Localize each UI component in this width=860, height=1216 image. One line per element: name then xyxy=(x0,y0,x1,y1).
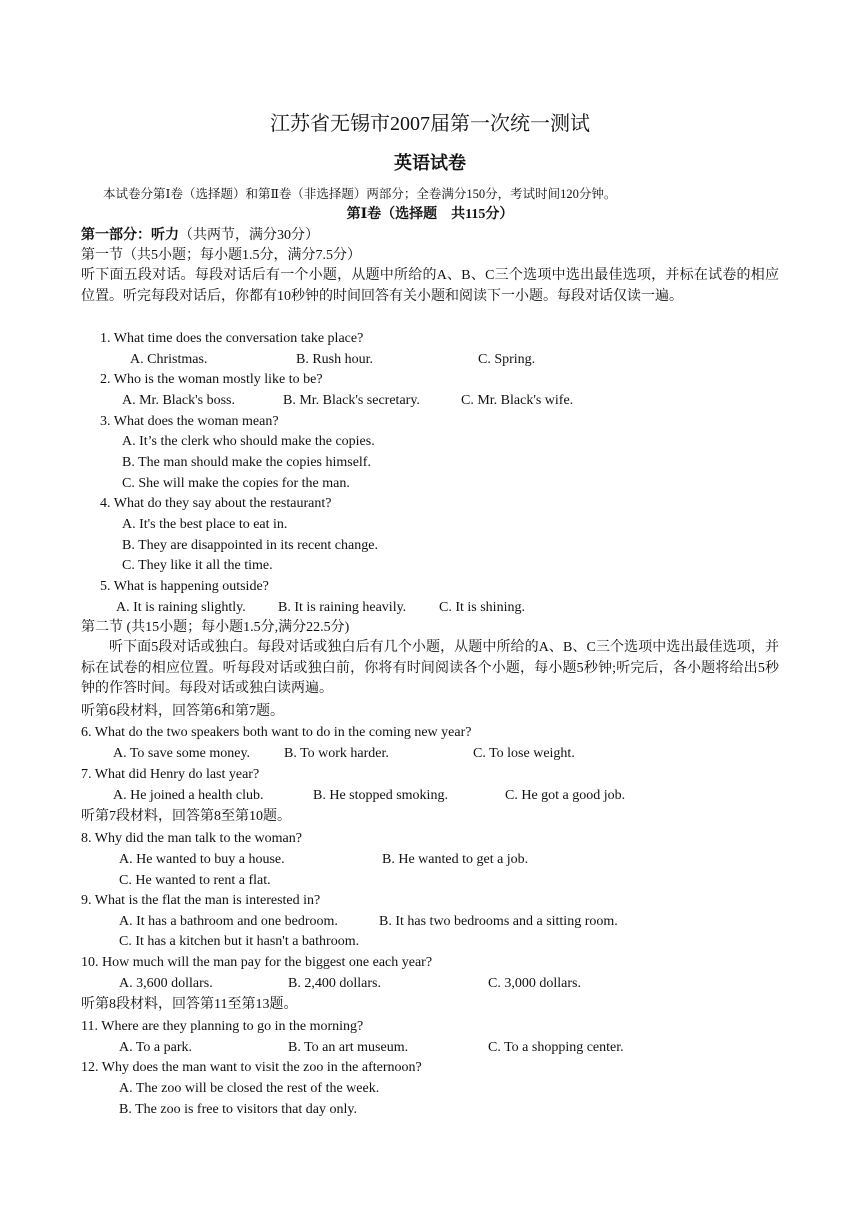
section1-instructions: 听下面五段对话。每段对话后有一个小题，从题中所给的A、B、C三个选项中选出最佳选项，并标在试卷的相应位置。听完每段对话后，你都有10秒钟的时间回答有关小题和阅读下一小题。每段对话仅读一遍。 xyxy=(81,268,779,304)
part1-heading xyxy=(81,228,319,245)
q3-stem: 3. What does the woman mean? xyxy=(100,414,279,429)
q10-stem: 10. How much will the man pay for the biggest one each year? xyxy=(81,955,433,970)
q11-option-b: B. To an art museum. xyxy=(288,1040,409,1055)
q5-stem: 5. What is happening outside? xyxy=(100,579,269,594)
q4-stem: 4. What do they say about the restaurant? xyxy=(100,496,332,511)
q7-option-c: C. He got a good job. xyxy=(505,788,626,803)
q8-option-b: B. He wanted to get a job. xyxy=(382,852,529,867)
q3-option-a: A. It’s the clerk who should make the copies. xyxy=(122,434,375,449)
q1-option-b: B. Rush hour. xyxy=(296,352,374,367)
q4-option-b: B. They are disappointed in its recent change. xyxy=(122,538,378,553)
exam-title: 江苏省无锡市2007届第一次统一测试 xyxy=(270,113,590,135)
material7-label: 听第7段材料，回答第8至第10题。 xyxy=(81,809,291,824)
q7-stem: 7. What did Henry do last year? xyxy=(81,767,260,782)
volume1-heading: 第Ⅰ卷（选择题 共115分） xyxy=(346,207,514,222)
section2-instructions: 听下面5段对话或独白。每段对话或独白后有几个小题，从题中所给的A、B、C三个选项中选出最佳选项，并标在试卷的相应位置。听每段对话或独白前，你将有时间阅读各个小题，每小题5秒钟;听完后，各小题将给出5秒钟的作答时间。每段对话或独白读两遍。 xyxy=(81,640,779,697)
q2-stem: 2. Who is the woman mostly like to be? xyxy=(100,372,323,387)
material6-label: 听第6段材料，回答第6和第7题。 xyxy=(81,704,284,719)
q8-option-c: C. He wanted to rent a flat. xyxy=(119,873,271,888)
q10-option-c: C. 3,000 dollars. xyxy=(488,976,581,991)
q12-option-a: A. The zoo will be closed the rest of the week. xyxy=(119,1081,380,1096)
q6-option-c: C. To lose weight. xyxy=(473,746,575,761)
q7-option-b: B. He stopped smoking. xyxy=(313,788,448,803)
q12-stem: 12. Why does the man want to visit the zoo in the afternoon? xyxy=(81,1060,422,1075)
q8-option-a: A. He wanted to buy a house. xyxy=(119,852,285,867)
q2-option-a: A. Mr. Black's boss. xyxy=(122,393,235,408)
q5-option-a: A. It is raining slightly. xyxy=(116,600,246,615)
q1-stem: 1. What time does the conversation take place? xyxy=(100,331,364,346)
q5-option-c: C. It is shining. xyxy=(439,600,525,615)
q11-option-c: C. To a shopping center. xyxy=(488,1040,624,1055)
q9-option-c: C. It has a kitchen but it hasn't a bathroom. xyxy=(119,934,360,949)
q11-stem: 11. Where are they planning to go in the morning? xyxy=(81,1019,364,1034)
section1-heading: 第一节（共5小题；每小题1.5分，满分7.5分） xyxy=(81,248,361,263)
q9-option-b: B. It has two bedrooms and a sitting room. xyxy=(379,914,618,929)
material8-label: 听第8段材料，回答第11至第13题。 xyxy=(81,997,298,1012)
q6-stem: 6. What do the two speakers both want to do in the coming new year? xyxy=(81,725,472,740)
q6-option-b: B. To work harder. xyxy=(284,746,389,761)
q4-option-c: C. They like it all the time. xyxy=(122,558,273,573)
q2-option-c: C. Mr. Black's wife. xyxy=(461,393,574,408)
part1-heading-note: （共两节，满分30分） xyxy=(179,228,319,243)
q12-option-b: B. The zoo is free to visitors that day only. xyxy=(119,1102,357,1117)
q3-option-b: B. The man should make the copies himself. xyxy=(122,455,371,470)
q9-option-a: A. It has a bathroom and one bedroom. xyxy=(119,914,338,929)
q8-stem: 8. Why did the man talk to the woman? xyxy=(81,831,302,846)
q10-option-a: A. 3,600 dollars. xyxy=(119,976,213,991)
q1-option-a: A. Christmas. xyxy=(130,352,208,367)
q3-option-c: C. She will make the copies for the man. xyxy=(122,476,350,491)
exam-subtitle: 英语试卷 xyxy=(394,153,466,173)
section2-heading: 第二节 (共15小题；每小题1.5分,满分22.5分) xyxy=(81,620,350,635)
q1-option-c: C. Spring. xyxy=(478,352,536,367)
q5-option-b: B. It is raining heavily. xyxy=(278,600,407,615)
q6-option-a: A. To save some money. xyxy=(113,746,251,761)
q10-option-b: B. 2,400 dollars. xyxy=(288,976,381,991)
part1-heading-label: 第一部分：听力 xyxy=(81,228,179,243)
exam-intro: 本试卷分第Ⅰ卷（选择题）和第Ⅱ卷（非选择题）两部分；全卷满分150分，考试时间120分钟。 xyxy=(103,187,617,201)
q9-stem: 9. What is the flat the man is interested in? xyxy=(81,893,321,908)
q2-option-b: B. Mr. Black's secretary. xyxy=(283,393,420,408)
q7-option-a: A. He joined a health club. xyxy=(113,788,264,803)
q4-option-a: A. It's the best place to eat in. xyxy=(122,517,288,532)
q11-option-a: A. To a park. xyxy=(119,1040,193,1055)
